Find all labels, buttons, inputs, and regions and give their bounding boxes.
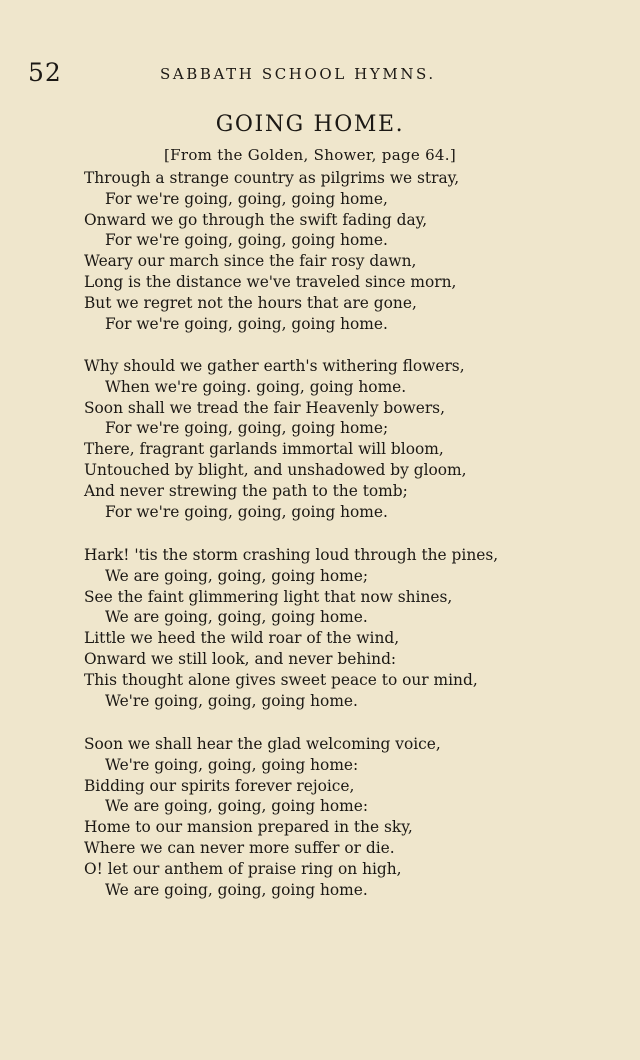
verse-line: We are going, going, going home. — [105, 880, 368, 899]
verse-line: We are going, going, going home: — [105, 797, 369, 816]
verse-line: See the faint glimmering light that now shines, — [84, 587, 453, 606]
verse-line: We're going, going, going home. — [105, 691, 358, 710]
stanza-1 — [84, 168, 574, 334]
verse-line: Hark! 'tis the storm crashing loud through the pines, — [84, 546, 499, 564]
page-number: 52 — [28, 58, 62, 87]
verse-line: When we're going. going, going home. — [105, 377, 407, 396]
verse-line: We are going, going, going home; — [105, 566, 369, 585]
verse-line: Through a strange country as pilgrims we stray, — [84, 169, 460, 187]
running-head: SABBATH SCHOOL HYMNS. — [160, 65, 436, 83]
verse-line: Home to our mansion prepared in the sky, — [84, 818, 413, 837]
verse-line: Where we can never more suffer or die. — [84, 838, 395, 857]
hymn-source: [From the Golden, Shower, page 64.] — [163, 146, 456, 164]
verse-line: For we're going, going, going home. — [105, 314, 388, 333]
verse-line: Untouched by blight, and unshadowed by gloom, — [84, 460, 467, 479]
verse-line: Onward we go through the swift fading day, — [84, 210, 428, 229]
verse-line: We're going, going, going home: — [105, 755, 359, 774]
stanza-3 — [84, 545, 574, 711]
stanza-4 — [84, 734, 574, 900]
verse-line: There, fragrant garlands immortal will bloom, — [84, 440, 444, 459]
verse-line: For we're going, going, going home; — [105, 419, 389, 438]
verse-line: For we're going, going, going home, — [105, 189, 388, 208]
verse-line: For we're going, going, going home. — [105, 231, 388, 250]
stanza-2 — [84, 356, 574, 522]
verse-line: For we're going, going, going home. — [105, 502, 388, 521]
verse-line: Long is the distance we've traveled since morn, — [84, 272, 457, 291]
hymn-title: GOING HOME. — [215, 112, 405, 137]
verse-line: Soon we shall hear the glad welcoming voice, — [84, 735, 441, 753]
verse-line: And never strewing the path to the tomb; — [84, 481, 408, 500]
verse-line: Onward we still look, and never behind: — [84, 649, 397, 668]
verse-line: This thought alone gives sweet peace to our mind, — [84, 670, 478, 689]
verse-line: O! let our anthem of praise ring on high, — [84, 859, 402, 878]
verse-line: Little we heed the wild roar of the wind, — [84, 629, 400, 648]
verse-line: We are going, going, going home. — [105, 608, 368, 627]
verse-line: Why should we gather earth's withering flowers, — [84, 357, 465, 375]
verse-line: Soon shall we tread the fair Heavenly bowers, — [84, 398, 445, 417]
verse-line: Weary our march since the fair rosy dawn, — [84, 252, 417, 271]
verse-line: Bidding our spirits forever rejoice, — [84, 776, 355, 795]
verse-line: But we regret not the hours that are gone, — [84, 293, 417, 312]
